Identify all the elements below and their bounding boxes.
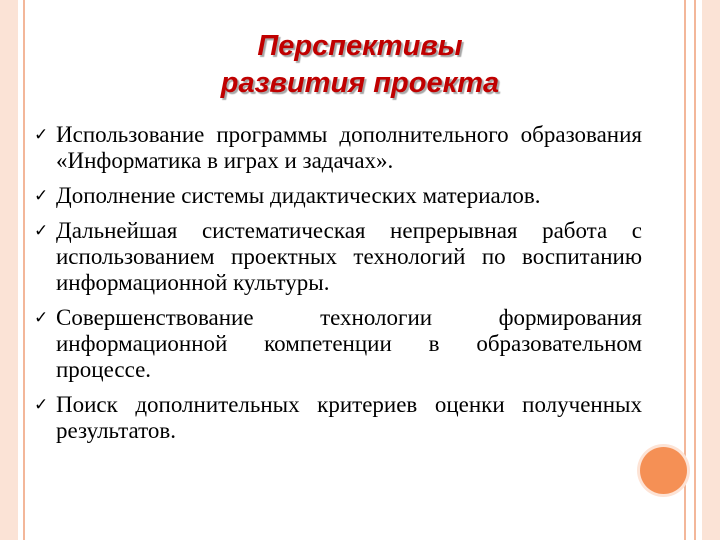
left-stripe	[23, 0, 25, 540]
list-item-text: Поиск дополнительных критериев оценки полученных результатов.	[56, 392, 642, 443]
right-border	[702, 0, 720, 540]
slide-title-line-2: развития проекта	[220, 67, 500, 99]
right-stripe-outer	[694, 0, 696, 540]
decorative-circle	[640, 447, 687, 494]
list-item	[34, 122, 642, 174]
list-item	[34, 392, 642, 444]
check-mark-icon: ✓	[34, 221, 49, 241]
check-mark-icon: ✓	[34, 395, 49, 415]
list-item-text: Совершенствование технологии формирования информационной компетенции в образовательном процессе.	[56, 305, 642, 382]
list-item-text: Дальнейшая систематическая непрерывная работа с использованием проектных технологий по воспитанию информационной культуры.	[56, 218, 642, 295]
list-item-text: Использование программы дополнительного образования «Информатика в играх и задачах».	[56, 122, 642, 173]
check-mark-icon: ✓	[34, 125, 49, 145]
list-item	[34, 218, 642, 296]
slide-title	[80, 28, 640, 102]
slide-title-line-1: Перспективы	[257, 30, 463, 62]
check-mark-icon: ✓	[34, 308, 49, 328]
bullet-list	[34, 122, 642, 453]
list-item-text: Дополнение системы дидактических материалов.	[56, 183, 541, 208]
left-border	[0, 0, 18, 540]
list-item	[34, 305, 642, 383]
check-mark-icon: ✓	[34, 186, 49, 206]
list-item	[34, 183, 642, 209]
